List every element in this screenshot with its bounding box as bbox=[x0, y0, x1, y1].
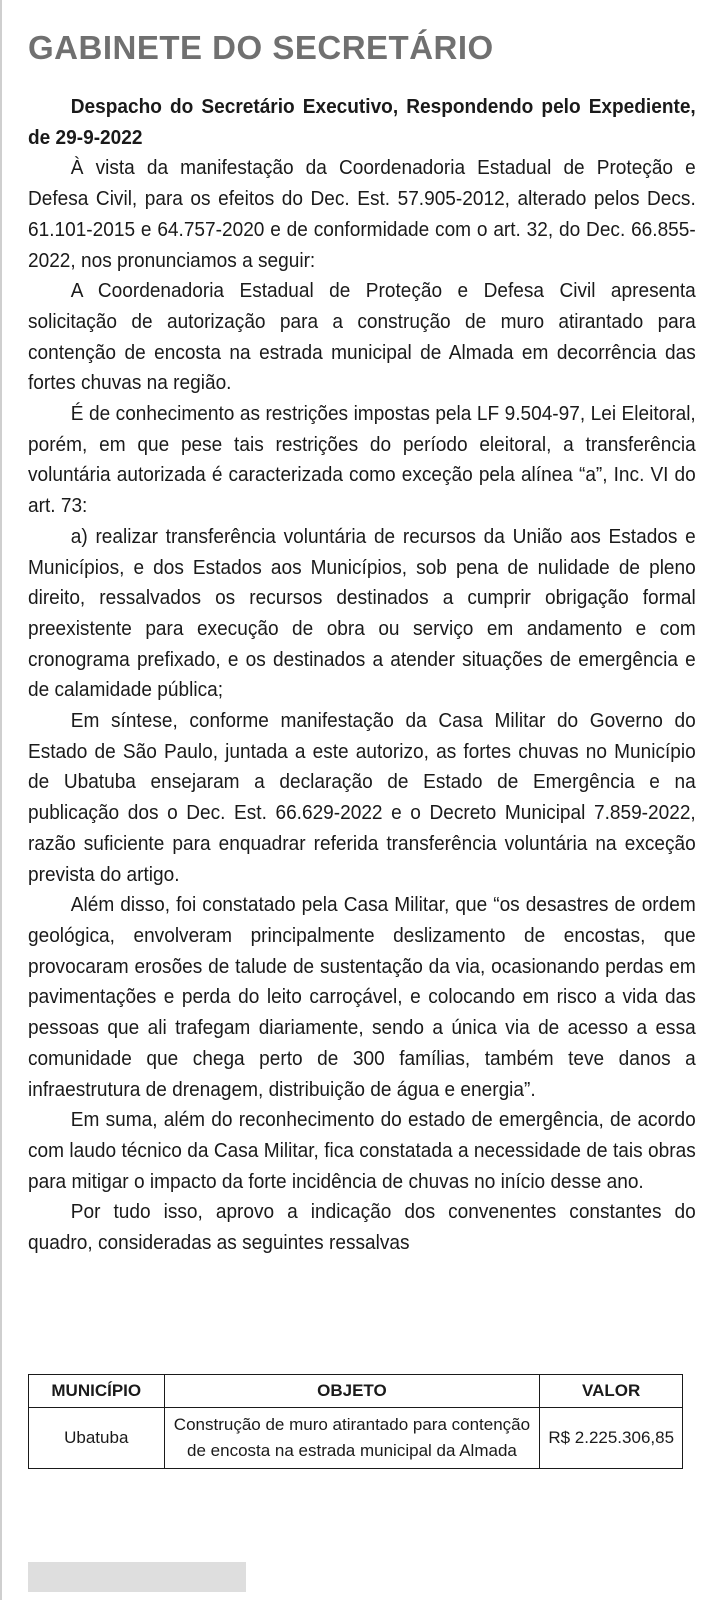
cell-objeto: Construção de muro atirantado para contenção de encosta na estrada municipal da Almada bbox=[164, 1408, 540, 1469]
convenentes-table bbox=[28, 1374, 683, 1469]
quoted-clause: a) realizar transferência voluntária de recursos da União aos Estados e Municípios, e dos Estados aos Municípios, sob pena de nulidade de pleno direito, ressalvados os recursos destinados a cumprir obrigação formal preexistente para execução de obra ou serviço em andamento e com cronograma prefixado, e os destinados a atender situações de emergência e de calamidade pública; bbox=[28, 524, 696, 702]
section-title: GABINETE DO SECRETÁRIO bbox=[28, 29, 494, 66]
table-row bbox=[29, 1408, 683, 1469]
header-valor: VALOR bbox=[540, 1375, 683, 1408]
footer-bar bbox=[28, 1562, 246, 1592]
cell-municipio: Ubatuba bbox=[29, 1408, 165, 1469]
header-municipio: MUNICÍPIO bbox=[29, 1375, 165, 1408]
paragraph: A Coordenadoria Estadual de Proteção e Defesa Civil apresenta solicitação de autorização para a construção de muro atirantado para contenção de encosta na estrada municipal de Almada em decorrência das fortes chuvas na região. bbox=[28, 279, 696, 395]
table-header-row bbox=[29, 1375, 683, 1408]
paragraph: À vista da manifestação da Coordenadoria Estadual de Proteção e Defesa Civil, para os efeitos do Dec. Est. 57.905-2012, alterado pelos Decs. 61.101-2015 e 64.757-2020 e de conformidade com o art. 32, do Dec. 66.855-2022, nos pronunciamos a seguir: bbox=[28, 156, 696, 272]
dispatch-heading: Despacho do Secretário Executivo, Respondendo pelo Expediente, de 29-9-2022 bbox=[28, 95, 696, 149]
cell-valor: R$ 2.225.306,85 bbox=[540, 1408, 683, 1469]
paragraph: É de conhecimento as restrições impostas pela LF 9.504-97, Lei Eleitoral, porém, em que pese tais restrições do período eleitoral, a transferência voluntária autorizada é caracterizada como exceção pela alínea “a”, Inc. VI do art. 73: bbox=[28, 402, 696, 518]
document-body bbox=[28, 92, 696, 1259]
header-objeto: OBJETO bbox=[164, 1375, 540, 1408]
paragraph: Em síntese, conforme manifestação da Casa Militar do Governo do Estado de São Paulo, juntada a este autorizo, as fortes chuvas no Município de Ubatuba ensejaram a declaração de Estado de Emergência e na publicação dos o Dec. Est. 66.629-2022 e o Decreto Municipal 7.859-2022, razão suficiente para enquadrar referida transferência voluntária na exceção prevista do artigo. bbox=[28, 709, 696, 886]
paragraph: Em suma, além do reconhecimento do estado de emergência, de acordo com laudo técnico da Casa Militar, fica constatada a necessidade de tais obras para mitigar o impacto da forte incidência de chuvas no início desse ano. bbox=[28, 1108, 696, 1193]
paragraph: Além disso, foi constatado pela Casa Militar, que “os desastres de ordem geológica, envolveram principalmente deslizamento de encostas, que provocaram erosões de talude de sustentação da via, ocasionando perdas em pavimentações e perda do leito carroçável, e colocando em risco a vida das pessoas que ali trafegam diariamente, sendo a única via de acesso a essa comunidade que chega perto de 300 famílias, também teve danos a infraestrutura de drenagem, distribuição de água e energia”. bbox=[28, 893, 696, 1101]
paragraph: Por tudo isso, aprovo a indicação dos convenentes constantes do quadro, consideradas as seguintes ressalvas bbox=[28, 1200, 696, 1255]
